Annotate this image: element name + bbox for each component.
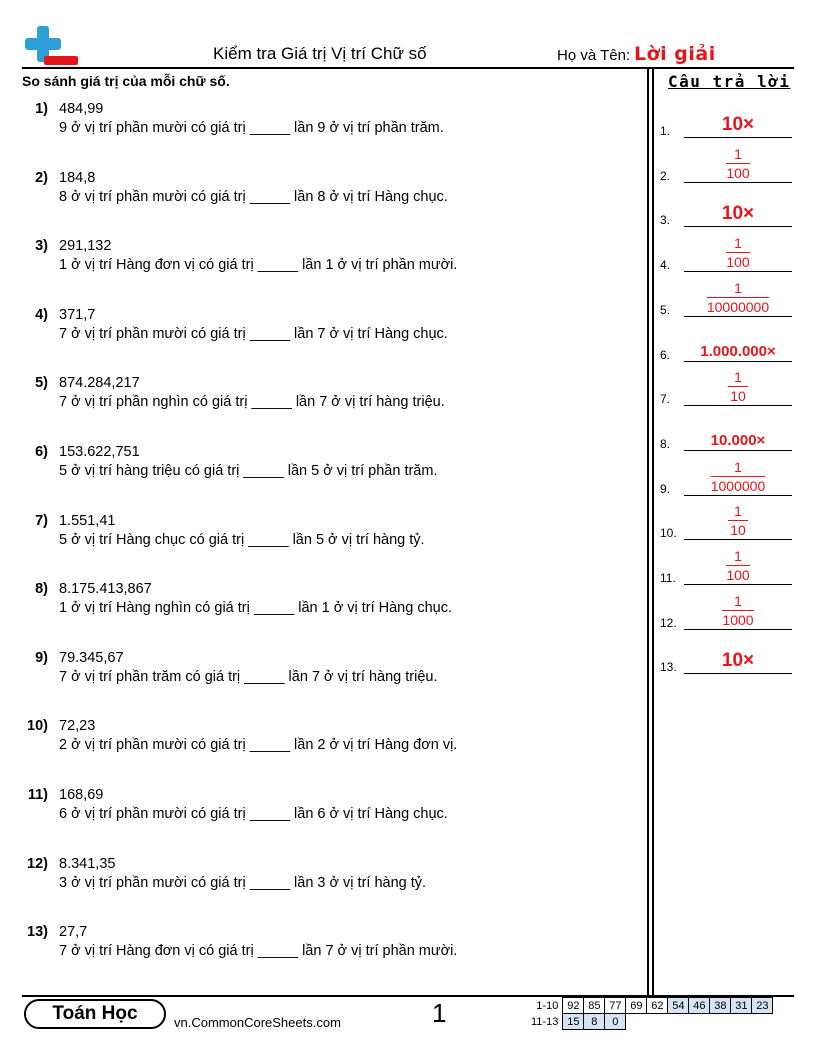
question-statement: 2 ở vị trí phần mười có giá trị _____ lần 2 ở vị trí Hàng đơn vị. — [59, 737, 458, 754]
score-cell: 46 — [689, 998, 710, 1014]
answer-text: 10× — [721, 114, 755, 135]
answer-text: 10× — [721, 203, 755, 225]
question-value: 484,99 — [59, 101, 104, 117]
answer-item — [660, 590, 792, 630]
question-statement: 7 ở vị trí Hàng đơn vị có giá trị _____ lần 7 ở vị trí phần mười. — [59, 943, 458, 960]
fraction-denominator: 10 — [730, 522, 746, 539]
question-number: 13) — [27, 924, 48, 941]
question-value: 79.345,67 — [59, 649, 124, 666]
question-statement: 5 ở vị trí Hàng chục có giá trị _____ lần 5 ở vị trí hàng tỷ. — [59, 531, 425, 548]
question-statement: 7 ở vị trí phần trăm có giá trị _____ lần 7 ở vị trí hàng triệu. — [59, 668, 438, 685]
question-value: 153.622,751 — [59, 444, 140, 460]
question-value: 874.284,217 — [59, 375, 140, 392]
answer-number: 1. — [660, 124, 671, 138]
question-value: 8.175.413,867 — [59, 581, 152, 598]
question-number: 2) — [35, 169, 48, 186]
answer-column-divider-inner — [652, 67, 654, 996]
answer-fraction — [684, 593, 792, 628]
fraction-bar — [728, 386, 748, 387]
answer-item — [660, 277, 792, 317]
fraction-numerator: 1 — [734, 279, 742, 296]
answer-number: 13. — [660, 660, 677, 675]
answer-text: 1.000.000× — [700, 342, 776, 360]
score-cell: 15 — [563, 1014, 584, 1030]
answer-line — [684, 539, 792, 540]
instructions: So sánh giá trị của mỗi chữ số. — [22, 73, 230, 89]
answer-line — [684, 629, 792, 630]
question-statement: 9 ở vị trí phần mười có giá trị _____ lần 9 ở vị trí phần trăm. — [59, 120, 444, 136]
score-row — [528, 1014, 773, 1030]
answer-number: 9. — [660, 481, 671, 496]
fraction-numerator: 1 — [734, 458, 742, 475]
answer-column-divider — [647, 67, 649, 996]
answer-line — [684, 450, 792, 451]
math-logo-icon — [22, 24, 80, 68]
answer-line — [684, 361, 792, 362]
question-number: 11) — [27, 787, 48, 803]
answer-item — [660, 322, 792, 362]
fraction-bar — [711, 476, 766, 477]
question-number: 3) — [35, 238, 48, 255]
answer-item — [660, 232, 792, 272]
score-cell: 54 — [668, 998, 689, 1014]
score-table — [528, 997, 773, 1030]
fraction-numerator: 1 — [734, 369, 742, 386]
score-cell: 23 — [752, 998, 773, 1014]
answer-item — [660, 143, 792, 183]
question-statement: 8 ở vị trí phần mười có giá trị _____ lần 8 ở vị trí Hàng chục. — [59, 188, 448, 205]
score-cell: 8 — [584, 1014, 605, 1030]
question-number: 12) — [27, 855, 48, 872]
fraction-bar — [726, 565, 749, 566]
fraction-denominator: 100 — [726, 164, 750, 181]
answer-number: 6. — [660, 347, 671, 362]
question-statement: 3 ở vị trí phần mười có giá trị _____ lần 3 ở vị trí hàng tỷ. — [59, 874, 427, 891]
fraction-numerator: 1 — [734, 145, 742, 162]
score-row — [528, 998, 773, 1014]
name-label: Họ và Tên: — [557, 47, 631, 64]
score-cell: 62 — [647, 998, 668, 1014]
top-rule — [22, 67, 794, 69]
fraction-numerator: 1 — [734, 235, 742, 252]
answer-line — [684, 405, 792, 406]
question-statement: 1 ở vị trí Hàng nghìn có giá trị _____ lần 1 ở vị trí Hàng chục. — [59, 600, 453, 617]
answer-number: 3. — [660, 213, 671, 228]
question-number: 6) — [35, 444, 48, 460]
answer-line — [684, 316, 792, 317]
question-number: 9) — [35, 649, 48, 666]
question-value: 184,8 — [59, 169, 96, 186]
fraction-bar — [728, 520, 748, 521]
question-value: 72,23 — [59, 718, 96, 735]
answer-number: 5. — [660, 302, 671, 317]
answer-fraction — [684, 369, 792, 404]
answer-number: 10. — [660, 526, 677, 541]
question-number: 5) — [35, 375, 48, 392]
score-range-label: 11-13 — [531, 1015, 559, 1028]
score-range-label: 1-10 — [536, 999, 559, 1012]
question-number: 7) — [35, 512, 48, 529]
fraction-denominator: 100 — [726, 567, 750, 583]
answer-fraction — [684, 548, 792, 583]
answer-fraction — [684, 459, 792, 494]
answer-line — [684, 226, 792, 227]
score-cell: 85 — [584, 998, 605, 1014]
question-value: 8.341,35 — [59, 855, 116, 872]
fraction-denominator: 10000000 — [706, 298, 770, 315]
answer-item — [660, 366, 792, 406]
question-number: 1) — [35, 101, 48, 117]
answer-fraction — [684, 280, 792, 315]
score-cell: 77 — [605, 998, 626, 1014]
answer-item — [660, 545, 792, 585]
answer-fraction — [684, 146, 792, 181]
score-cell: 0 — [605, 1014, 626, 1030]
name-value: Lời giải — [634, 43, 716, 65]
question-number: 4) — [35, 306, 48, 323]
fraction-numerator: 1 — [734, 592, 742, 609]
fraction-numerator: 1 — [734, 548, 742, 564]
question-statement: 1 ở vị trí Hàng đơn vị có giá trị _____ lần 1 ở vị trí phần mười. — [59, 257, 458, 274]
fraction-denominator: 1000 — [722, 611, 754, 628]
answer-text: 10.000× — [710, 431, 766, 449]
answer-number: 8. — [660, 436, 671, 451]
answer-line — [684, 495, 792, 496]
answers-heading: Câu trả lời — [668, 72, 791, 91]
question-number: 8) — [35, 581, 48, 598]
question-statement: 5 ở vị trí hàng triệu có giá trị _____ lần 5 ở vị trí phần trăm. — [59, 463, 438, 479]
answer-number: 2. — [660, 168, 671, 183]
question-number: 10) — [27, 718, 48, 735]
site-url: vn.CommonCoreSheets.com — [174, 1015, 341, 1030]
fraction-bar — [707, 297, 769, 298]
question-value: 371,7 — [59, 306, 96, 323]
question-statement: 6 ở vị trí phần mười có giá trị _____ lần 6 ở vị trí Hàng chục. — [59, 806, 448, 822]
fraction-denominator: 100 — [726, 254, 750, 271]
fraction-denominator: 1000000 — [710, 477, 766, 494]
score-cell: 31 — [731, 998, 752, 1014]
score-cell: 69 — [626, 998, 647, 1014]
answer-item — [660, 500, 792, 540]
question-value: 1.551,41 — [59, 512, 116, 529]
answer-text: 10× — [721, 650, 755, 672]
answer-fraction — [684, 235, 792, 270]
score-cell: 92 — [563, 998, 584, 1014]
fraction-numerator: 1 — [734, 503, 742, 520]
worksheet-title: Kiểm tra Giá trị Vị trí Chữ số — [213, 44, 427, 63]
fraction-bar — [722, 610, 753, 611]
answer-line — [684, 137, 792, 138]
fraction-denominator: 10 — [730, 388, 746, 405]
fraction-bar — [726, 163, 749, 164]
answer-item — [660, 187, 792, 227]
answer-item — [660, 98, 792, 138]
answer-number: 7. — [660, 392, 671, 407]
answer-line — [684, 271, 792, 272]
answer-item — [660, 456, 792, 496]
page-number: 1 — [432, 998, 447, 1028]
answer-fraction — [684, 503, 792, 538]
brand-badge: Toán Học — [24, 999, 166, 1029]
answer-line — [684, 673, 792, 674]
answer-line — [684, 584, 792, 585]
answer-number: 4. — [660, 258, 671, 273]
question-value: 27,7 — [59, 924, 88, 941]
answer-item — [660, 634, 792, 674]
answer-number: 12. — [660, 615, 677, 630]
question-statement: 7 ở vị trí phần nghìn có giá trị _____ lần 7 ở vị trí hàng triệu. — [59, 394, 445, 411]
answer-line — [684, 182, 792, 183]
question-value: 291,132 — [59, 238, 112, 255]
fraction-bar — [726, 252, 749, 253]
score-cell: 38 — [710, 998, 731, 1014]
answer-number: 11. — [660, 571, 676, 585]
answer-item — [660, 411, 792, 451]
question-value: 168,69 — [59, 787, 104, 803]
question-statement: 7 ở vị trí phần mười có giá trị _____ lần 7 ở vị trí Hàng chục. — [59, 325, 448, 342]
